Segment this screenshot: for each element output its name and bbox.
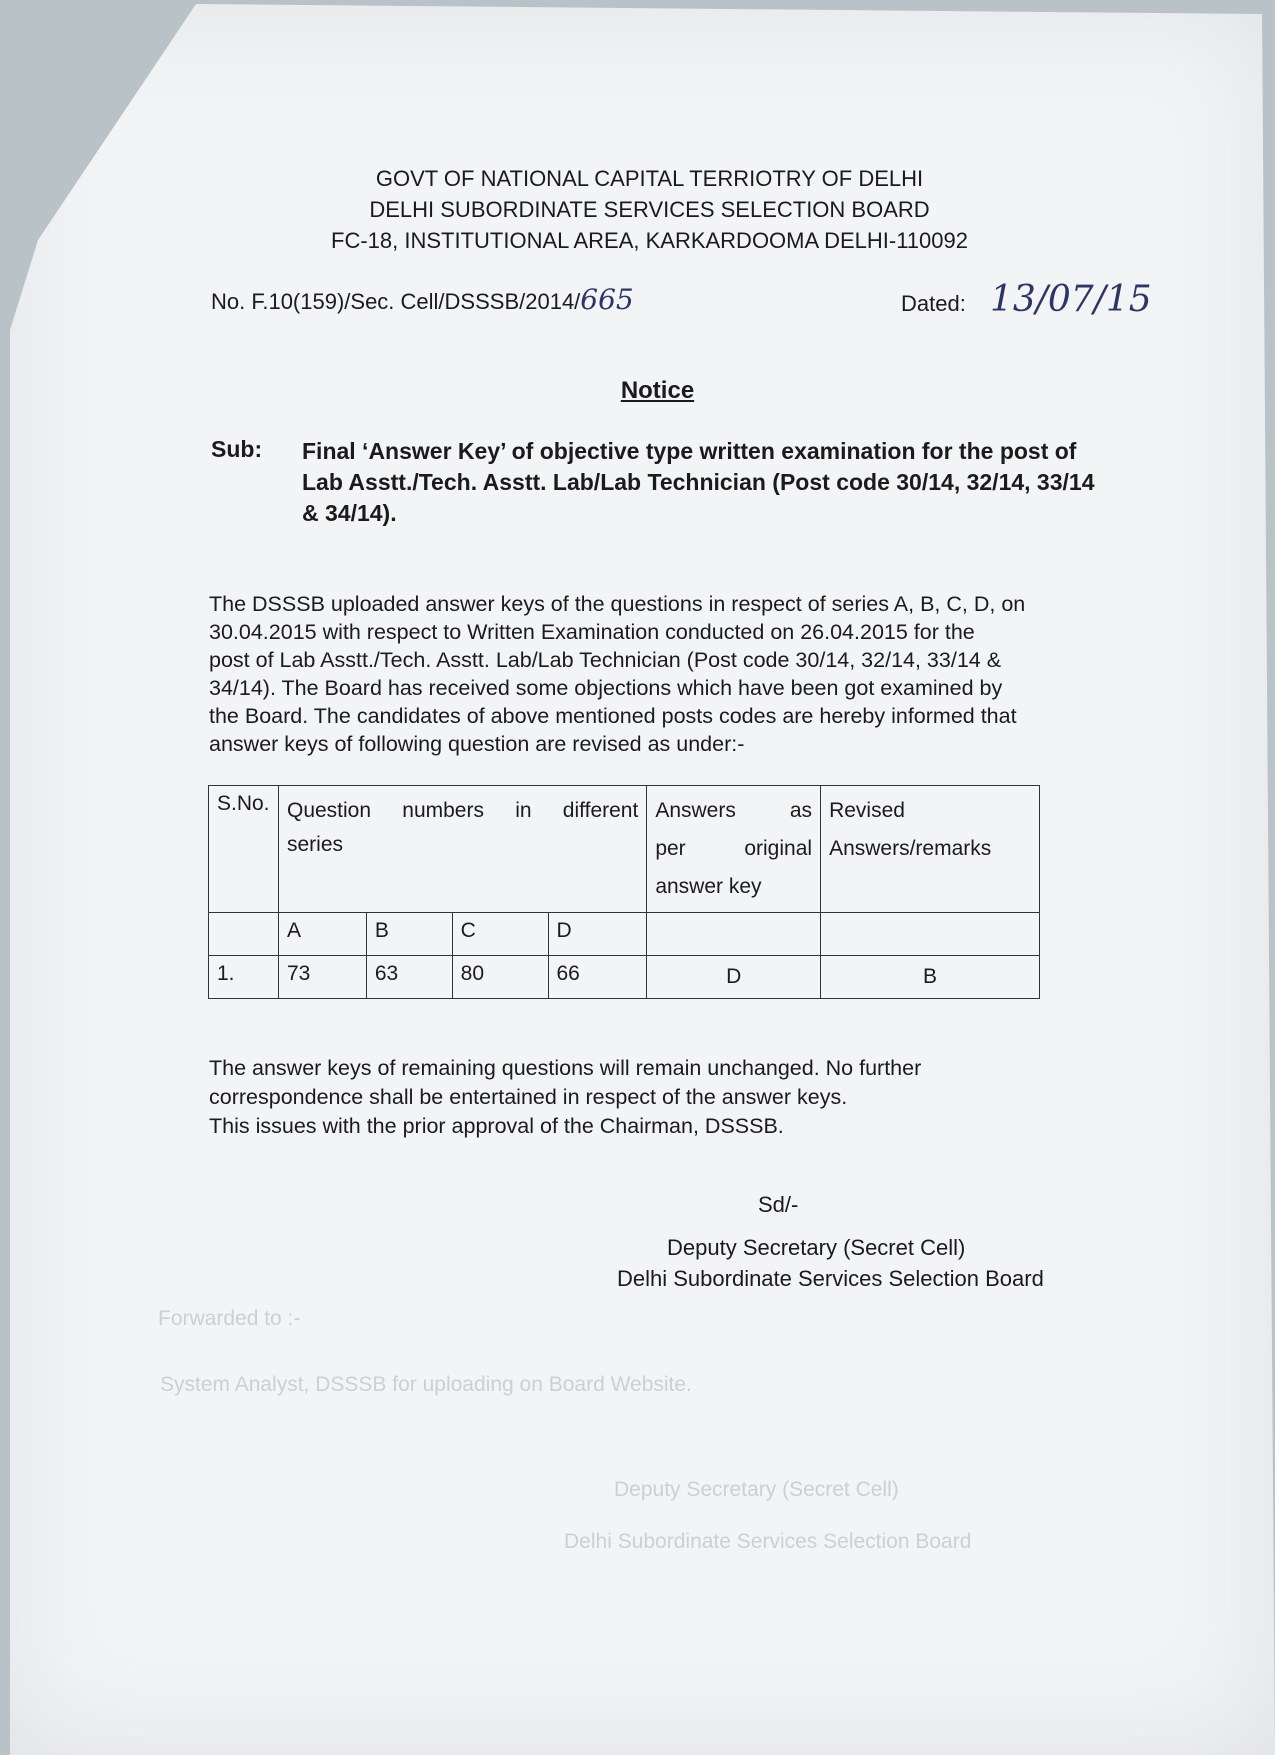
table-header-row [209, 786, 1040, 913]
header-line-1: GOVT OF NATIONAL CAPITAL TERRIOTRY OF DELHI [375, 166, 924, 191]
bleed-forwarded: Forwarded to :- [158, 1307, 301, 1330]
series-d-header: D [548, 913, 647, 956]
table-row [209, 956, 1040, 999]
row-series-b: 63 [366, 956, 452, 999]
header-revised-line: Answers/remarks [829, 837, 992, 860]
header-original-line: answer key [655, 875, 762, 898]
handwritten-number: 665 [580, 283, 634, 316]
body-line: answer keys of following question are revised as under:- [209, 732, 745, 756]
reference-number-text: No. F.10(159)/Sec. Cell/DSSSB/2014/ [211, 289, 581, 314]
series-blank-cell [209, 913, 279, 956]
bleed-organization: Delhi Subordinate Services Selection Board [564, 1530, 972, 1553]
body-line: post of Lab Asstt./Tech. Asstt. Lab/Lab Technician (Post code 30/14, 32/14, 33/14 & [209, 648, 1002, 672]
closing-paragraph [209, 1054, 1096, 1141]
row-series-d: 66 [548, 956, 647, 999]
series-a-header: A [278, 913, 366, 956]
header-question-line: series [286, 833, 344, 856]
row-original-answer: D [647, 956, 821, 999]
row-series-c: 80 [452, 956, 548, 999]
header-original-line: Answers as [655, 799, 813, 822]
closing-line: correspondence shall be entertained in respect of the answer keys. [209, 1085, 848, 1109]
header-question-numbers [278, 786, 646, 913]
original-blank-cell [647, 913, 821, 956]
row-sno: 1. [209, 956, 279, 999]
answer-key-table [208, 785, 1040, 999]
header-revised-answers [821, 786, 1040, 913]
signature-sd: Sd/- [758, 1192, 799, 1217]
dated-field [901, 279, 1152, 320]
notice-title: Notice [620, 377, 695, 404]
body-line: the Board. The candidates of above mentioned posts codes are hereby informed that [209, 704, 1017, 728]
reference-number [211, 285, 634, 317]
bleed-designation: Deputy Secretary (Secret Cell) [614, 1478, 899, 1501]
bleed-system-analyst: System Analyst, DSSSB for uploading on Board Website. [160, 1373, 692, 1396]
body-paragraph [209, 590, 1096, 758]
subject-label: Sub: [211, 436, 263, 462]
header-line-2: DELHI SUBORDINATE SERVICES SELECTION BOARD [369, 197, 930, 222]
signature-organization: Delhi Subordinate Services Selection Board [617, 1266, 1044, 1291]
dated-label: Dated: [901, 291, 966, 316]
header-original-line: per original [655, 837, 813, 860]
header-original-answers [647, 786, 821, 913]
table-series-row [209, 913, 1040, 956]
row-series-a: 73 [278, 956, 366, 999]
subject-text: Final ‘Answer Key’ of objective type written examination for the post of Lab Asstt./Tech. Asstt. Lab/Lab Technician (Post code 30/14, 32/14, 33/14 & 34/14). [302, 438, 1095, 526]
header-line-3: FC-18, INSTITUTIONAL AREA, KARKARDOOMA DELHI-110092 [331, 228, 968, 253]
row-revised-answer: B [821, 956, 1040, 999]
header-sno: S.No. [209, 786, 279, 913]
body-line: The DSSSB uploaded answer keys of the questions in respect of series A, B, C, D, on [209, 592, 1026, 616]
handwritten-date: 13/07/15 [989, 279, 1152, 320]
signature-designation: Deputy Secretary (Secret Cell) [667, 1235, 966, 1260]
closing-line: This issues with the prior approval of the Chairman, DSSSB. [209, 1114, 784, 1138]
header-question-line: Question numbers in different [286, 799, 639, 822]
body-line: 34/14). The Board has received some objections which have been got examined by [209, 676, 1003, 700]
closing-line: The answer keys of remaining questions will remain unchanged. No further [209, 1056, 922, 1080]
header-revised-line: Revised [829, 799, 905, 822]
revised-blank-cell [821, 913, 1040, 956]
body-line: 30.04.2015 with respect to Written Examination conducted on 26.04.2015 for the [209, 620, 975, 644]
series-c-header: C [452, 913, 548, 956]
series-b-header: B [366, 913, 452, 956]
